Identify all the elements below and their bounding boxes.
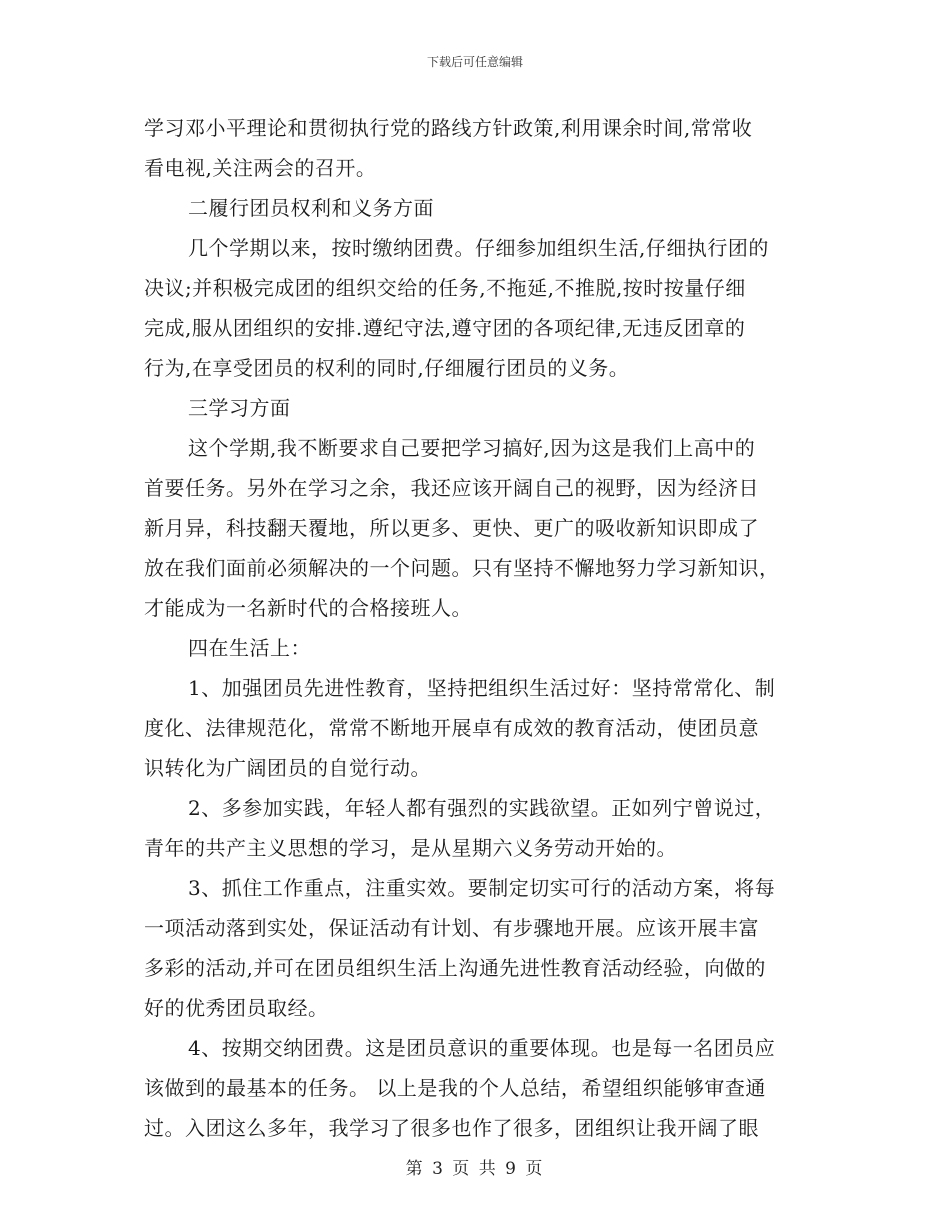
text-line: 放在我们面前必须解决的一个问题。只有坚持不懈地努力学习新知识， [144, 556, 780, 580]
text-line: 看电视,关注两会的召开。 [144, 156, 377, 180]
text-line: 过。入团这么多年，我学习了很多也作了很多，团组织让我开阔了眼 [144, 1116, 759, 1140]
text-line: 决议;并积极完成团的组织交给的任务,不拖延,不推脱,按时按量仔细 [144, 276, 746, 300]
text-line: 行为,在享受团员的权利的同时,仔细履行团员的义务。 [144, 356, 630, 380]
paragraph-start: 1、加强团员先进性教育，坚持把组织生活过好：坚持常常化、制 [188, 676, 776, 700]
document-body [144, 108, 816, 1148]
paragraph-start: 几个学期以来，按时缴纳团费。仔细参加组织生活,仔细执行团的 [188, 236, 769, 260]
text-line: 度化、法律规范化，常常不断地开展卓有成效的教育活动，使团员意 [144, 716, 759, 740]
text-line: 多彩的活动,并可在团员组织生活上沟通先进性教育活动经验，向做的 [144, 956, 766, 980]
page-header: 下载后可任意编辑 [426, 55, 523, 69]
paragraph-start: 2、多参加实践，年轻人都有强烈的实践欲望。正如列宁曾说过， [188, 796, 776, 820]
text-line: 才能成为一名新时代的合格接班人。 [144, 596, 472, 620]
section-heading: 四在生活上： [188, 636, 311, 660]
text-line: 青年的共产主义思想的学习，是从星期六义务劳动开始的。 [144, 836, 677, 860]
paragraph-start: 这个学期,我不断要求自己要把学习搞好,因为这是我们上高中的 [188, 436, 756, 460]
section-heading: 二履行团员权利和义务方面 [188, 196, 434, 220]
text-line: 该做到的最基本的任务。 以上是我的个人总结，希望组织能够审查通 [144, 1076, 766, 1100]
page-number-footer: 第 3 页 共 9 页 [405, 1159, 545, 1179]
text-line: 一项活动落到实处，保证活动有计划、有步骤地开展。应该开展丰富 [144, 916, 759, 940]
section-heading: 三学习方面 [188, 396, 291, 420]
text-line: 识转化为广阔团员的自觉行动。 [144, 756, 431, 780]
text-line: 学习邓小平理论和贯彻执行党的路线方针政策,利用课余时间,常常收 [144, 116, 753, 140]
text-line: 完成,服从团组织的安排.遵纪守法,遵守团的各项纪律,无违反团章的 [144, 316, 746, 340]
text-line: 好的优秀团员取经。 [144, 996, 329, 1020]
text-line: 首要任务。另外在学习之余，我还应该开阔自己的视野，因为经济日 [144, 476, 759, 500]
paragraph-start: 3、抓住工作重点，注重实效。要制定切实可行的活动方案，将每 [188, 876, 776, 900]
paragraph-start: 4、按期交纳团费。这是团员意识的重要体现。也是每一名团员应 [188, 1036, 776, 1060]
text-line: 新月异，科技翻天覆地，所以更多、更快、更广的吸收新知识即成了 [144, 516, 759, 540]
